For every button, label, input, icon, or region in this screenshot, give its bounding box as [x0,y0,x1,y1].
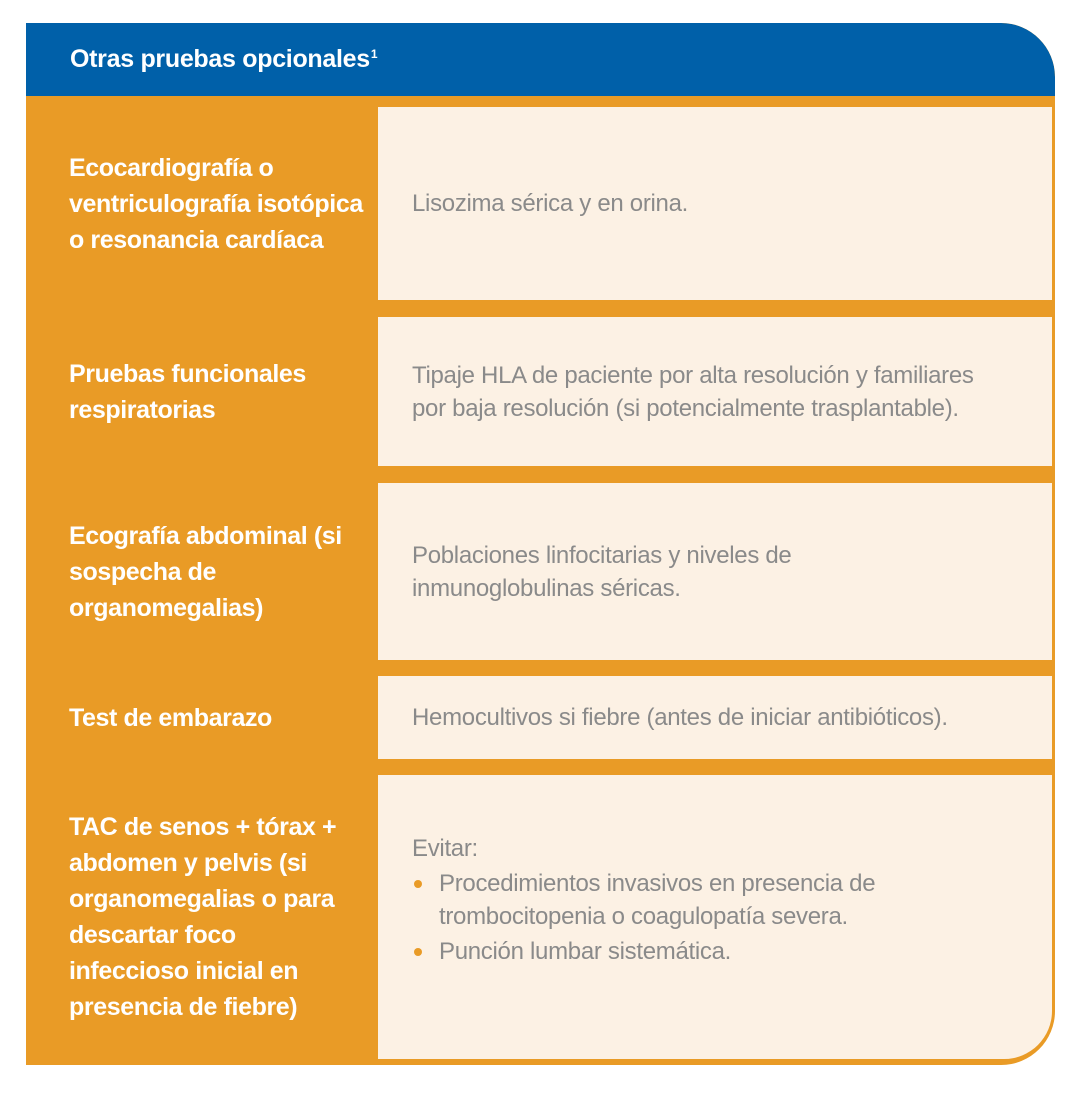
table-row [26,775,1055,1059]
row-label: Ecografía abdominal (si sospecha de organomegalias) [69,521,342,622]
row-content: Tipaje HLA de paciente por alta resolución y familiares por baja resolución (si potencialmente trasplantable). [412,361,974,422]
bullet-dot-icon [414,948,422,956]
row-label-cell [26,483,376,660]
row-label-cell [26,775,376,1059]
row-content: Lisozima sérica y en orina. [412,190,689,217]
table-row [26,317,1055,466]
row-content-cell [378,107,1052,300]
footnote-marker: 1 [370,46,378,61]
row-content-cell [378,775,1052,1059]
optional-tests-table [26,23,1055,1065]
row-label-cell [26,107,376,300]
row-content-intro: Evitar: [412,835,478,862]
table-row [26,107,1055,300]
row-label-cell [26,317,376,466]
table-title-text: Otras pruebas opcionales [70,45,370,73]
bullet-dot-icon [414,880,422,888]
bullet-item [412,867,959,933]
row-label: Pruebas funcionales respiratorias [69,359,306,424]
table-row [26,483,1055,660]
bullet-item [412,935,959,968]
bullet-text: Punción lumbar sistemática. [439,938,732,965]
row-content-cell [378,676,1052,759]
row-label: Ecocardiografía o ventriculografía isotópica o resonancia cardíaca [69,153,363,254]
row-content-cell [378,483,1052,660]
table-header [26,23,1055,96]
row-content-cell [378,317,1052,466]
bullet-text: Procedimientos invasivos en presencia de trombocitopenia o coagulopatía severa. [439,870,876,930]
row-content: Poblaciones linfocitarias y niveles de inmunoglobulinas séricas. [412,541,792,602]
row-content: Hemocultivos si fiebre (antes de iniciar antibióticos). [412,704,948,731]
bullet-list [412,867,959,968]
row-content-group [412,832,959,968]
row-label: Test de embarazo [69,703,272,732]
table-title [70,45,377,74]
row-label: TAC de senos + tórax + abdomen y pelvis (si organomegalias o para descartar foco infeccioso inicial en presencia de fiebre) [69,813,337,1021]
row-label-cell [26,676,376,759]
table-row [26,676,1055,759]
